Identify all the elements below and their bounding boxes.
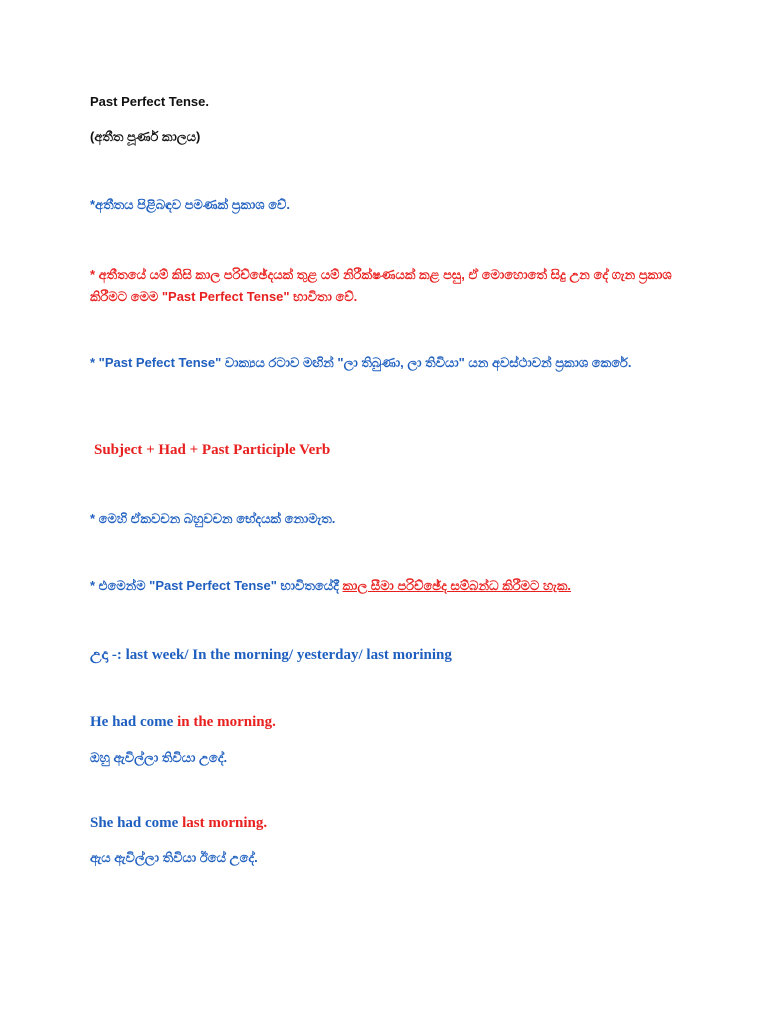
formula: Subject + Had + Past Participle Verb (94, 442, 331, 458)
point-4: * මෙහි ඒකවචන බහුවචන භේදයක් නොමැත. (90, 511, 336, 526)
example-2-english (90, 815, 267, 832)
point-5-underlined: කාල සීමා පරිච්ඡේද සම්බන්ධ කිරීමට හැක. (342, 578, 572, 593)
example-2-time: last morning. (182, 815, 268, 831)
example-1-english (90, 714, 276, 731)
example-1-sinhala: ඔහු ඇවිල්ලා තිවියා උදේ. (90, 750, 228, 765)
point-3: * "Past Pefect Tense" වාක්‍යය රටාව මඟින් "ලා තිබුණා, ලා තිවියා" යන අවස්ථාවන් ප්‍රකාශ කෙරේ. (90, 355, 632, 370)
page-title: Past Perfect Tense. (90, 94, 209, 109)
example-2-sinhala: ඇය ඇවිල්ලා තිවියා ඊයේ උදේ. (90, 850, 258, 865)
point-5-text: * එමෙන්ම "Past Perfect Tense" භාවිතයේදී (90, 578, 343, 593)
example-2-subject: She had come (90, 815, 183, 831)
point-1: *අතීතය පිළිබඳව පමණක් ප්‍රකාශ වේ. (90, 197, 291, 212)
example-label: උදා -: last week/ In the morning/ yesterday/ last morining (90, 647, 452, 663)
point-2: * අතීතයේ යම් කිසි කාල පරිච්ඡේදයක් තුළ යම් නිරීක්ෂණයක් කළ පසු, ඒ මොහොතේ සිදු උන දේ ගැන ප්‍රකාශ කිරීමට මෙම "Past Perfect Tense" භාවිතා වේ. (90, 267, 672, 304)
example-1-subject: He had come (90, 714, 178, 730)
point-5 (90, 578, 571, 594)
example-1-time: in the morning. (177, 714, 276, 730)
page-subtitle: (අතීත පූර්ණ කාලය) (90, 129, 201, 144)
